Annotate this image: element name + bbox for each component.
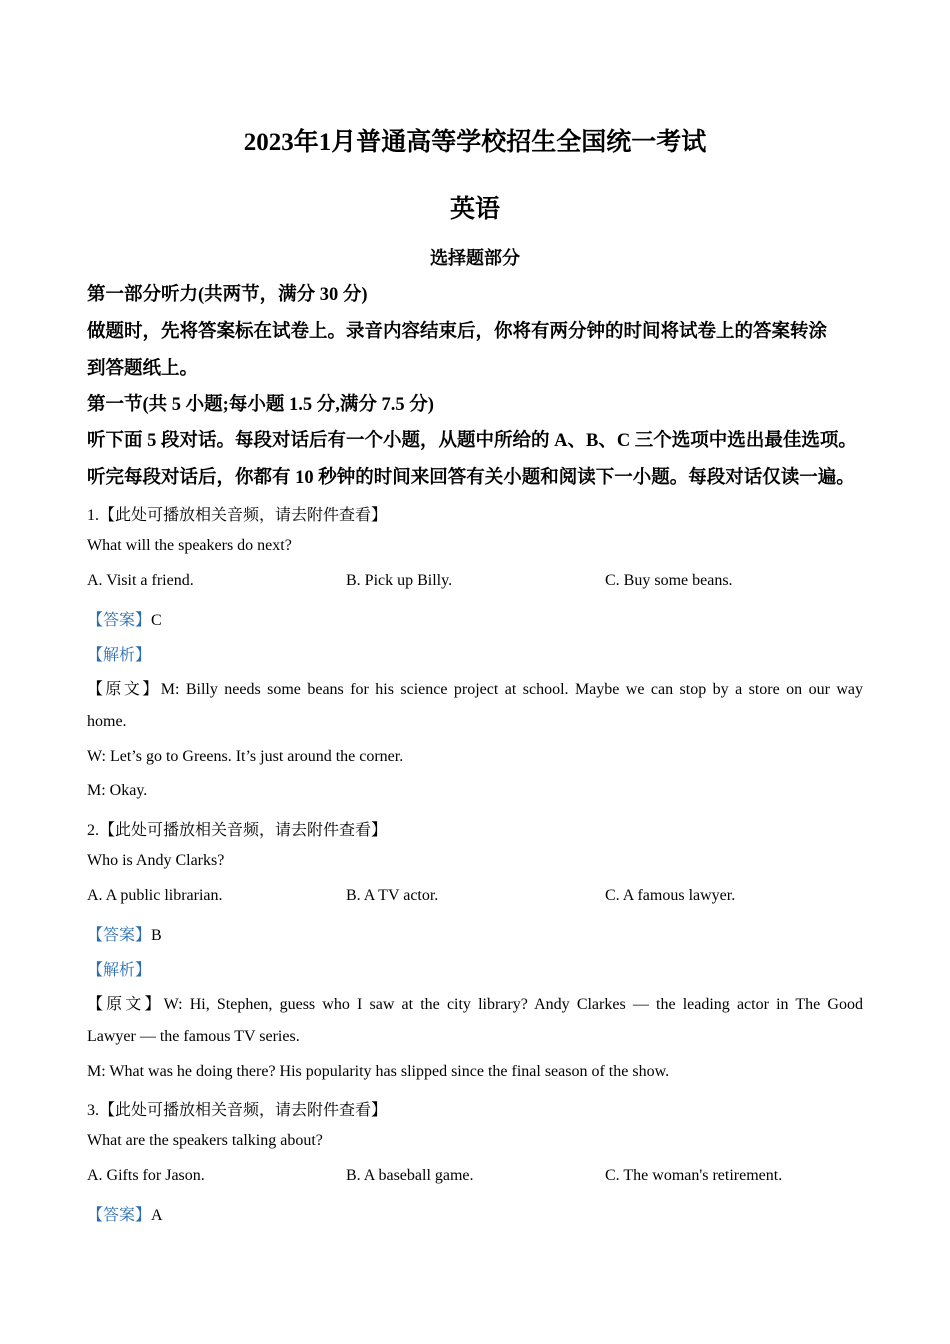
q3-answer-value: A (151, 1207, 163, 1224)
q2-audio-note: 2.【此处可播放相关音频，请去附件查看】 (87, 822, 388, 839)
q2-transcript-line1: 【原文】W: Hi, Stephen, guess who I saw at the city library? Andy Clarkes — the leading actor in The Good (87, 996, 863, 1013)
q3-audio-note: 3.【此处可播放相关音频，请去附件查看】 (87, 1102, 388, 1119)
q3-answer-row (87, 1202, 163, 1225)
q3-option-b: B. A baseball game. (346, 1167, 474, 1184)
q1-transcript-line2: W: Let’s go to Greens. It’s just around the corner. (87, 748, 404, 765)
q2-option-a: A. A public librarian. (87, 887, 223, 904)
answer-label: 【答案】 (87, 927, 152, 944)
section1-heading: 第一节(共 5 小题;每小题 1.5 分,满分 7.5 分) (87, 395, 434, 415)
q2-answer-value: B (151, 927, 162, 944)
q2-option-b: B. A TV actor. (346, 887, 439, 904)
q1-analysis-label: 【解析】 (87, 647, 152, 664)
q1-transcript-line3: M: Okay. (87, 782, 148, 799)
exam-title: 2023年1月普通高等学校招生全国统一考试 (243, 129, 707, 156)
original-text-label: 【原文】 (87, 996, 164, 1013)
section1-instruction-line1: 听下面 5 段对话。每段对话后有一个小题，从题中所给的 A、B、C 三个选项中选出最佳选项。 (87, 431, 857, 451)
q1-prompt: What will the speakers do next? (87, 537, 292, 554)
q1-answer-row (87, 607, 162, 630)
subject-title: 英语 (449, 196, 500, 223)
q1-option-c: C. Buy some beans. (605, 572, 733, 589)
q2-answer-row (87, 922, 162, 945)
q3-option-c: C. The woman's retirement. (605, 1167, 783, 1184)
q1-option-b: B. Pick up Billy. (346, 572, 453, 589)
q3-option-a: A. Gifts for Jason. (87, 1167, 205, 1184)
q1-answer-value: C (151, 612, 162, 629)
original-text-label: 【原文】 (87, 681, 161, 698)
part1-instruction-line2: 到答题纸上。 (87, 359, 199, 379)
q3-prompt: What are the speakers talking about? (87, 1132, 323, 1149)
q1-transcript-line1-cont: home. (87, 713, 127, 730)
q2-transcript-line1-cont: Lawyer — the famous TV series. (87, 1028, 300, 1045)
answer-label: 【答案】 (87, 612, 152, 629)
q2-prompt: Who is Andy Clarks? (87, 852, 225, 869)
q2-transcript-line2: M: What was he doing there? His popularity has slipped since the final season of the show. (87, 1063, 670, 1080)
part-label: 选择题部分 (430, 248, 520, 268)
q1-option-a: A. Visit a friend. (87, 572, 194, 589)
q2-option-c: C. A famous lawyer. (605, 887, 736, 904)
q2-analysis-label: 【解析】 (87, 962, 152, 979)
q1-audio-note: 1.【此处可播放相关音频，请去附件查看】 (87, 507, 388, 524)
part1-instruction-line1: 做题时，先将答案标在试卷上。录音内容结束后，你将有两分钟的时间将试卷上的答案转涂 (87, 322, 828, 342)
answer-label: 【答案】 (87, 1207, 152, 1224)
q1-transcript-line1: 【原文】M: Billy needs some beans for his science project at school. Maybe we can stop by a store on our way (87, 681, 863, 698)
section1-instruction-line2: 听完每段对话后，你都有 10 秒钟的时间来回答有关小题和阅读下一小题。每段对话仅读一遍。 (87, 468, 855, 488)
part1-heading: 第一部分听力(共两节，满分 30 分) (87, 285, 368, 305)
